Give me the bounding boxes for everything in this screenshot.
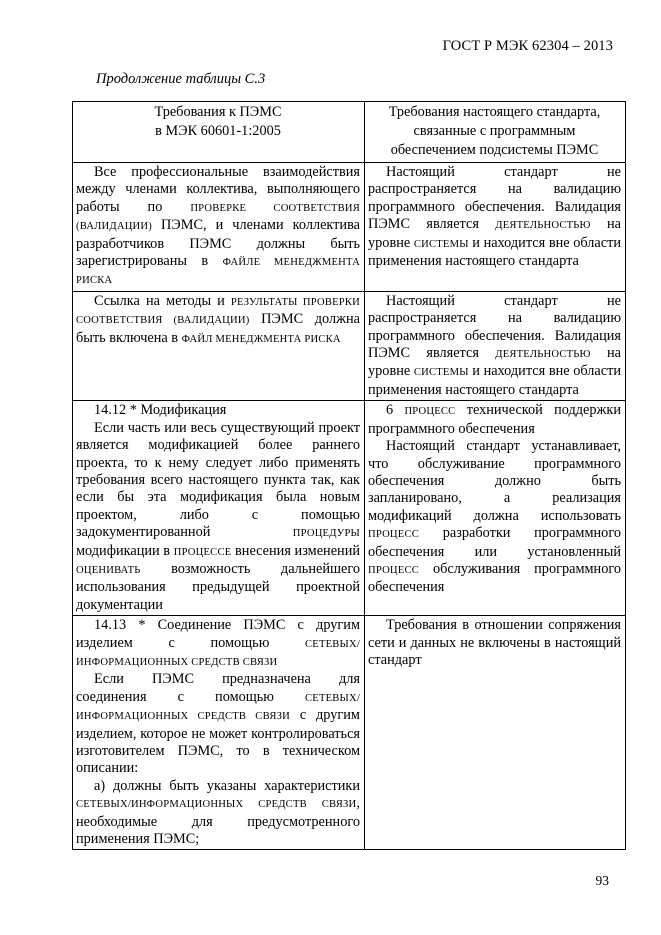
text: и находится вне области применения настоящего стандарта [368, 363, 621, 398]
text: возможность дальнейшего использования предыдущей проектной документации [76, 560, 360, 613]
term: ПРОЦЕССЕ [173, 546, 232, 558]
cell-paragraph [368, 438, 621, 597]
text: с другим изделием, которое не может контролироваться изготовителем ПЭМС, то в техническом описании: [76, 707, 360, 777]
text: разработки программного обеспечения или установленный [368, 525, 621, 560]
text: ПЭМС, и членами коллектива разработчиков ПЭМС должны быть зарегистрированы в [76, 217, 360, 270]
table-cell-left [73, 163, 365, 292]
table-header-row [73, 102, 626, 163]
text: на уровне [368, 216, 621, 251]
table-cell-right [365, 291, 626, 400]
term: ДЕЯТЕЛЬНОСТЬЮ [495, 349, 591, 361]
text: 6 [386, 402, 405, 419]
term: СЕТЕВЫХ/ИНФОРМАЦИОННЫХ СРЕДСТВ СВЯЗИ [76, 799, 357, 811]
table-row [73, 616, 626, 850]
text: Настоящий стандарт не распространяется на валидацию программного обеспечения. Валидация ПЭМС является [368, 292, 621, 362]
table-cell-right [365, 163, 626, 292]
term: ПРОЦЕДУРЫ [292, 528, 360, 540]
text: внесения изменений [231, 542, 360, 559]
cell-paragraph [368, 293, 621, 399]
header-standard-requirements [365, 102, 626, 163]
table-cell-right [365, 401, 626, 616]
text: Настоящий стандарт не распространяется на валидацию программного обеспечения. Валидация ПЭМС является [368, 164, 621, 233]
table-cell-left [73, 616, 365, 850]
cell-paragraph [76, 778, 360, 849]
table-row [73, 401, 626, 616]
term: СИСТЕМЫ [413, 367, 469, 379]
header-left-line: Требования к ПЭМС [154, 104, 282, 120]
text: на уровне [368, 345, 621, 380]
text: технической поддержки программного обеспечения [368, 402, 621, 437]
text: Все профессиональные взаимодействия между членами коллектива, выполняющего работы по [76, 164, 360, 215]
text: , необходимые для предусмотренного применения ПЭМС; [76, 795, 360, 848]
cell-paragraph [76, 293, 360, 348]
table-continuation-caption: Продолжение таблицы С.3 [96, 71, 266, 87]
text: ПЭМС должна быть включена в [76, 311, 360, 346]
term: СИСТЕМЫ [413, 238, 469, 250]
header-right-line: связанные с программным [413, 123, 576, 139]
cell-paragraph [76, 164, 360, 290]
header-right-line: обеспечением подсистемы ПЭМС [390, 142, 599, 158]
cell-paragraph [76, 420, 360, 614]
table-cell-left [73, 401, 365, 616]
term: РЕЗУЛЬТАТЫ ПРОВЕРКИ СООТВЕТСТВИЯ (ВАЛИДАЦИИ) [76, 296, 360, 327]
page-number: 93 [595, 873, 609, 888]
term: ОЦЕНИВАТЬ [76, 564, 141, 576]
term: ФАЙЛЕ МЕНЕДЖМЕНТА РИСКА [76, 257, 360, 287]
term: ДЕЯТЕЛЬНОСТЬЮ [495, 220, 591, 232]
text: Настоящий стандарт устанавливает, что обслуживание программного обеспечения должно быть запланировано, а реализация модификаций должна использовать [368, 438, 621, 524]
requirements-table [72, 101, 626, 850]
text: а) должны быть указаны характеристики [94, 777, 360, 794]
clause-title: 14.12 * Модификация [94, 402, 227, 419]
term: ПРОЦЕСС [368, 564, 419, 576]
text: обслуживания программного обеспечения [368, 560, 621, 596]
term: СЕТЕВЫХ/ИНФОРМАЦИОННЫХ СРЕДСТВ СВЯЗИ [76, 692, 360, 723]
clause-title [76, 617, 360, 671]
table-row [73, 163, 626, 292]
header-pems-requirements [73, 102, 365, 163]
table-row [73, 291, 626, 400]
cell-paragraph [368, 164, 621, 270]
text: Если часть или весь существующий проект является модификацией более раннего проекта, то к нему следует либо применять требования всего настоящего пункта так, как если бы эта модификация была новым проектом, либо с помощью задокументированной [76, 419, 360, 541]
term: ПРОЦЕСС [404, 406, 456, 418]
table-cell-right [365, 616, 626, 850]
term: ФАЙЛ МЕНЕДЖМЕНТА РИСКА [181, 333, 341, 345]
text: и находится вне области применения настоящего стандарта [368, 234, 621, 270]
cell-paragraph: Требования в отношении сопряжения сети и данных не включены в настоящий стандарт [368, 617, 621, 668]
text: Ссылка на методы и [94, 292, 231, 309]
header-left-line: в МЭК 60601-1:2005 [155, 123, 281, 139]
term: ПРОВЕРКЕ СООТВЕТСТВИЯ (ВАЛИДАЦИИ) [76, 202, 360, 233]
cell-paragraph [76, 671, 360, 777]
text: модификации в [76, 542, 174, 559]
term: СЕТЕВЫХ/ИНФОРМАЦИОННЫХ СРЕДСТВ СВЯЗИ [76, 638, 360, 668]
term: ПРОЦЕСС [368, 529, 419, 541]
table-cell-left [73, 291, 365, 400]
text: 14.13 * Соединение ПЭМС с другим изделием с помощью [76, 617, 360, 651]
document-header: ГОСТ Р МЭК 62304 – 2013 [442, 38, 613, 54]
text: Если ПЭМС предназначена для соединения с помощью [76, 671, 360, 705]
clause-title [368, 402, 621, 438]
header-right-line: Требования настоящего стандарта, [388, 104, 601, 120]
